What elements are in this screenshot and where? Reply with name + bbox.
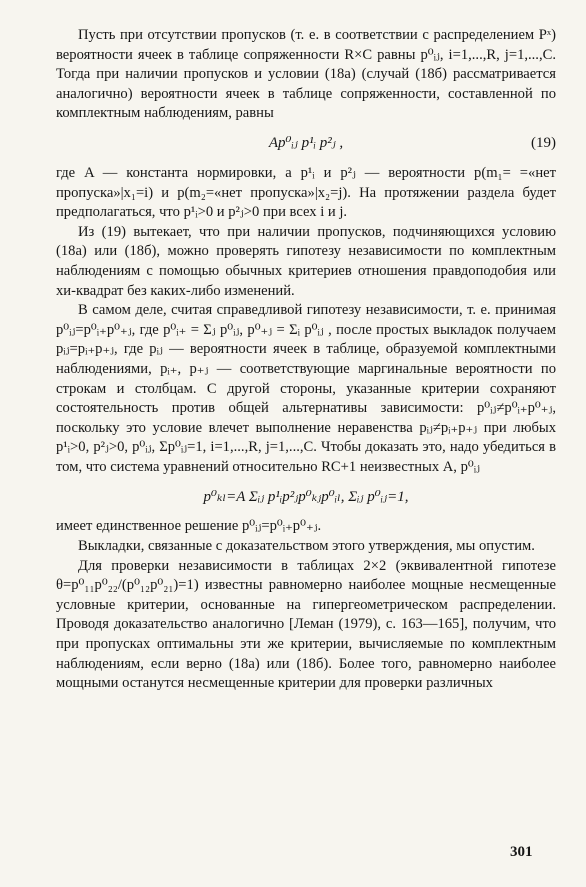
page-number: 301 (510, 844, 533, 860)
formula-19-expression: Ap⁰ᵢⱼ p¹ᵢ p²ⱼ , (268, 135, 344, 152)
paragraph-4: В самом деле, считая справедливой гипотезу независимости, т. е. принимая p⁰ᵢⱼ=p⁰ᵢ₊p⁰₊ⱼ, где p⁰ᵢ₊ = Σⱼ p⁰ᵢⱼ, p⁰₊ⱼ = Σᵢ p⁰ᵢⱼ , после простых выкладок получаем pᵢⱼ=pᵢ₊p₊ⱼ, где pᵢⱼ — вероятности ячеек в таблице, образуемой комплектными наблюдениями, pᵢ₊, p₊ⱼ — соответствующие маргинальные вероятности по строкам и столбцам. С другой стороны, указанные критерии сохраняют состоятельность против общей альтернативы зависимости: p⁰ᵢⱼ≠p⁰ᵢ₊p⁰₊ⱼ, поскольку это условие влечет выполнение неравенства pᵢⱼ≠pᵢ₊p₊ⱼ при любых p¹ᵢ>0, p²ⱼ>0, p⁰ᵢⱼ, Σp⁰ᵢⱼ=1, i=1,...,R, j=1,...,C. Чтобы доказать это, надо убедиться в том, что система уравнений относительно RC+1 неизвестных A, p⁰ᵢⱼ (56, 302, 556, 475)
formula-19 (56, 124, 556, 164)
paragraph-7: Для проверки независимости в таблицах 2×2 (эквивалентной гипотезе θ=p⁰₁₁p⁰₂₂/(p⁰₁₂p⁰₂₁)=1) известны равномерно наиболее мощные несмещенные условные критерии, основанные на гипергеометрическом распределении. Проводя доказательство аналогично [Леман (1979), с. 163—165], получим, что при пропусках оптимальны эти же критерии, вычисляемые по комплектным наблюдениям, если верно (18а) или (18б). Более того, равномерно наиболее мощными останутся несмещенные критерии для проверки различных (56, 557, 556, 692)
paragraph-2: где A — константа нормировки, а p¹ᵢ и p²ⱼ — вероятности p(m₁= =«нет пропуска»|x₁=i) и p(m₂=«нет пропуска»|x₂=j). На протяжении раздела будет предполагаться, что p¹ᵢ>0 и p²ⱼ>0 при всех i и j. (56, 164, 556, 221)
paragraph-1: Пусть при отсутствии пропусков (т. е. в соответствии с распределением Pˣ) вероятности ячеек в таблице сопряженности R×C равны p⁰ᵢⱼ, i=1,...,R, j=1,...,C. Тогда при наличии пропусков и условии (18а) (случай (18б) рассматривается аналогично) вероятности ячеек в таблице сопряженности, составленной по комплектным наблюдениям, равны (56, 27, 556, 122)
paragraph-6: Выкладки, связанные с доказательством этого утверждения, мы опустим. (78, 538, 535, 555)
formula-19-number: (19) (531, 135, 556, 152)
paragraph-3: Из (19) вытекает, что при наличии пропусков, подчиняющихся условию (18а) или (18б), можно проверять гипотезу независимости по комплектным наблюдениям с помощью обычных критериев отношения правдоподобия или хи-квадрат без каких-либо изменений. (56, 223, 556, 299)
formula-system (56, 477, 556, 517)
formula-system-expression: p⁰ₖₗ=A Σᵢⱼ p¹ᵢp²ⱼp⁰ₖⱼp⁰ᵢₗ, Σᵢⱼ p⁰ᵢⱼ=1, (203, 488, 409, 505)
paragraph-5: имеет единственное решение p⁰ᵢⱼ=p⁰ᵢ₊p⁰₊ⱼ. (56, 518, 322, 535)
page-body (56, 26, 556, 694)
